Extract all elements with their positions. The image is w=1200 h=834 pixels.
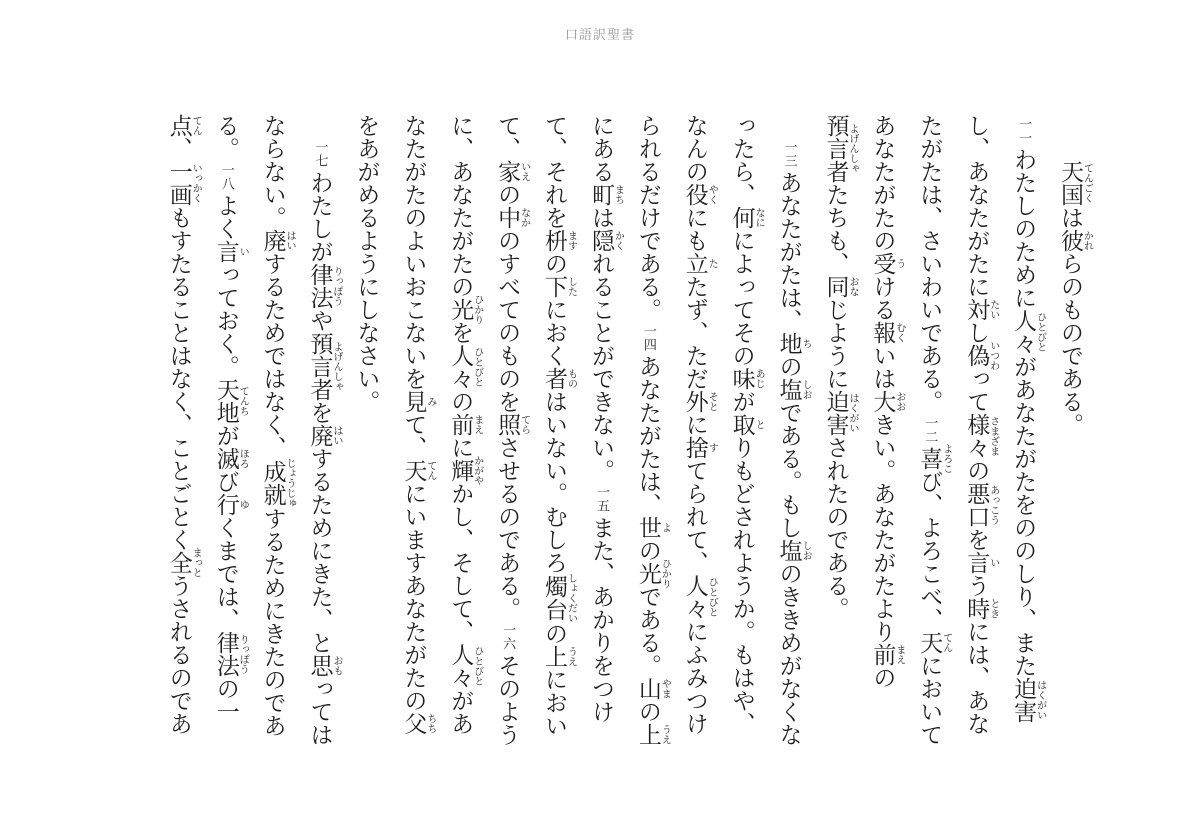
verse-number: 一一 xyxy=(1016,117,1032,145)
ruby-annotated-word: 光ひかり xyxy=(447,294,483,325)
ruby-annotated-word: 塩しお xyxy=(775,539,812,562)
ruby-annotated-word: 同おな xyxy=(822,275,858,298)
ruby-annotated-word: 地ち xyxy=(775,332,812,355)
ruby-annotated-word: 預言者よげんしゃ xyxy=(306,332,342,401)
ruby-annotated-word: 対たい xyxy=(963,298,999,321)
ruby-annotated-word: 律法りっぽう xyxy=(212,631,249,677)
ruby-annotated-word: 天てん xyxy=(916,631,952,654)
ruby-annotated-word: 人々ひとびと xyxy=(681,574,718,620)
ruby-annotated-word: 天国てんごく xyxy=(1057,160,1093,206)
ruby-annotated-word: 見み xyxy=(400,390,436,413)
page-header-title: 口語訳聖書 xyxy=(564,28,635,43)
verse-number: 一四 xyxy=(640,324,656,352)
ruby-annotated-word: 塩しお xyxy=(775,378,812,401)
ruby-annotated-word: 成就じょうじゅ xyxy=(259,458,296,508)
ruby-annotated-word: 彼かれ xyxy=(1057,229,1093,252)
ruby-annotated-word: 迫害はくがい xyxy=(1010,677,1046,723)
ruby-annotated-word: 天地てんち xyxy=(212,378,249,424)
vertical-text-body xyxy=(155,114,1093,748)
verse-number: 一二 xyxy=(922,416,938,444)
ruby-annotated-word: 光ひかり xyxy=(634,558,671,589)
paragraph-verses-11-12: 一一わたしのために人々ひとびとがあなたがたをののしり、また迫害はくがいし、あなたがたに対たいし偽いつわって様々さまざまの悪口あっこうを言いう時ときには、あなたがたは、さいわいである。一二喜よろこび、よろこべ、天てんにおいてあなたがたの受うける報むくいは大おおきい。あなたがたより前まえの預言者よげんしゃたちも、同おなじように迫害はくがいされたのである。 xyxy=(822,114,1046,746)
ruby-annotated-word: 隠かく xyxy=(587,229,624,252)
ruby-annotated-word: 燭台しょくだい xyxy=(541,573,577,623)
ruby-annotated-word: 外そと xyxy=(681,390,718,413)
ruby-annotated-word: 言い xyxy=(212,240,249,263)
ruby-annotated-word: 廃はい xyxy=(306,424,342,447)
ruby-annotated-word: 照てら xyxy=(494,413,530,436)
ruby-annotated-word: 世よ xyxy=(634,516,671,539)
ruby-annotated-word: 律法りっぽう xyxy=(306,263,342,309)
ruby-annotated-word: 行ゆ xyxy=(212,493,249,516)
ruby-annotated-word: 山やま xyxy=(634,677,671,700)
ruby-annotated-word: 町まち xyxy=(587,183,624,206)
ruby-annotated-word: 捨す xyxy=(681,436,718,459)
verse-number: 一七 xyxy=(312,140,328,168)
ruby-annotated-word: 点てん xyxy=(165,114,202,137)
ruby-annotated-word: 偽いつわ xyxy=(963,340,999,371)
ruby-annotated-word: 一画いっかく xyxy=(165,160,202,206)
ruby-annotated-word: 滅ほろ xyxy=(212,447,249,470)
ruby-annotated-word: 悪口あっこう xyxy=(963,482,999,528)
ruby-annotated-word: 様々さまざま xyxy=(963,413,999,459)
ruby-annotated-word: 天てん xyxy=(400,459,436,482)
verse-number: 一六 xyxy=(500,623,516,651)
ruby-annotated-word: 枡ます xyxy=(541,229,577,252)
ruby-annotated-word: 何なに xyxy=(728,206,765,229)
ruby-annotated-word: 上うえ xyxy=(634,723,671,746)
ruby-annotated-word: 者もの xyxy=(541,367,577,390)
ruby-annotated-word: 取と xyxy=(728,413,765,436)
verse-number: 一五 xyxy=(593,485,609,513)
ruby-annotated-word: 人々ひとびと xyxy=(447,643,483,689)
ruby-annotated-word: 預言者よげんしゃ xyxy=(822,114,858,183)
ruby-annotated-word: 廃はい xyxy=(259,229,296,252)
ruby-annotated-word: 中なか xyxy=(494,206,530,229)
ruby-annotated-word: 前まえ xyxy=(447,413,483,436)
ruby-annotated-word: 受う xyxy=(869,252,905,275)
verse-number: 一八 xyxy=(218,163,234,191)
paragraph-verses-13-16: 一三あなたがたは、地ちの塩しおである。もし塩しおのききめがなくなったら、何なにによってその味あじが取とりもどされようか。もはや、なんの役やくにも立たたず、ただ外そとに捨すてられて、人々ひとびとにふみつけられるだけである。一四あなたがたは、世よの光ひかりである。山やまの上うえにある町まちは隠かくれることができない。一五また、あかりをつけて、それを枡ますの下したにおく者ものはいない。むしろ燭台しょくだいの上うえにおいて、家いえの中なかのすべてのものを照てらさせるのである。一六そのように、あなたがたの光ひかりを人々ひとびとの前まえに輝かがやかし、そして、人々ひとびとがあなたがたのよいおこないを見みて、天てんにいますあなたがたの父ちちをあがめるようにしなさい。 xyxy=(353,114,812,746)
ruby-annotated-word: 下した xyxy=(541,275,577,298)
ruby-annotated-word: 味あじ xyxy=(728,367,765,390)
ruby-annotated-word: 父ちち xyxy=(400,712,436,735)
verse-number: 一三 xyxy=(781,140,797,168)
ruby-annotated-word: 人々ひとびと xyxy=(447,344,483,390)
ruby-annotated-word: 言い xyxy=(963,551,999,574)
paragraph-verses-17-18: 一七わたしが律法りっぽうや預言者よげんしゃを廃はいするためにきた、と思おもってはならない。廃はいするためではなく、成就じょうじゅするためにきたのである。一八よく言いっておく。天地てんちが滅ほろび行ゆくまでは、律法りっぽうの一点てん、一画いっかくもすたることはなく、ことごとく全まっとうされるのであ xyxy=(165,114,342,746)
ruby-annotated-word: 人々ひとびと xyxy=(1010,309,1046,355)
ruby-annotated-word: 迫害はくがい xyxy=(822,390,858,436)
ruby-annotated-word: 全まっと xyxy=(165,547,202,578)
ruby-annotated-word: 輝かがや xyxy=(447,455,483,486)
ruby-annotated-word: 役やく xyxy=(681,183,718,206)
ruby-annotated-word: 立た xyxy=(681,252,718,275)
ruby-annotated-word: 大おお xyxy=(869,390,905,413)
ruby-annotated-word: 喜よろこ xyxy=(916,443,952,474)
ruby-annotated-word: 前まえ xyxy=(869,643,905,666)
ruby-annotated-word: 思おも xyxy=(306,654,342,677)
ruby-annotated-word: 報むく xyxy=(869,321,905,344)
ruby-annotated-word: 時とき xyxy=(963,597,999,620)
ruby-annotated-word: 家いえ xyxy=(494,160,530,183)
ruby-annotated-word: 上うえ xyxy=(541,645,577,668)
paragraph-verse-10-continuation: 天国てんごくは彼かれらのものである。 xyxy=(1057,160,1093,436)
